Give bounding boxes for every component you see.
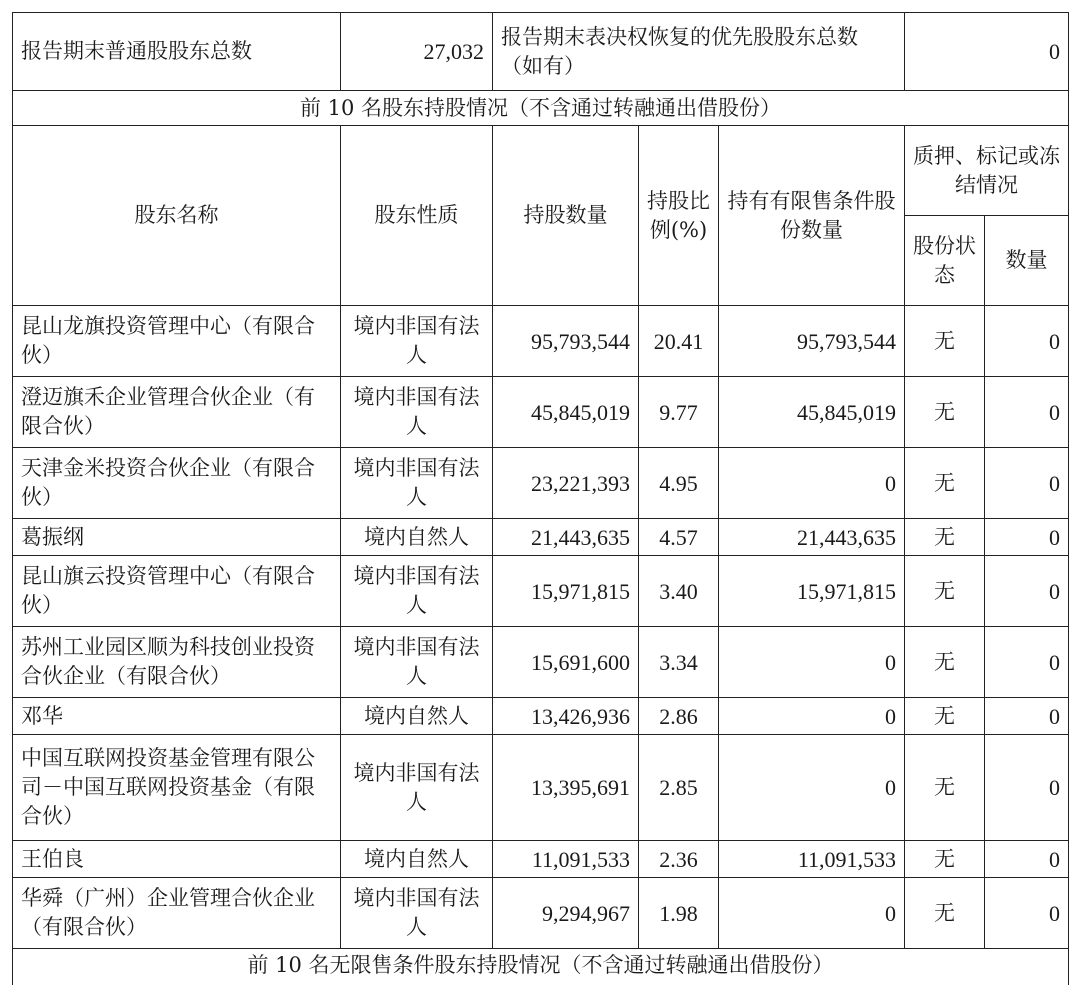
pledge-status: 无	[905, 627, 985, 698]
holder-ratio: 2.36	[639, 841, 719, 878]
section-title-row	[13, 91, 1069, 126]
holder-ratio: 3.34	[639, 627, 719, 698]
holder-restricted: 0	[719, 698, 905, 735]
table-row	[13, 448, 1069, 519]
header-name: 股东名称	[13, 126, 341, 306]
pledge-status: 无	[905, 698, 985, 735]
header-shares: 持股数量	[493, 126, 639, 306]
table-row	[13, 519, 1069, 556]
holder-restricted: 15,971,815	[719, 556, 905, 627]
table-row	[13, 698, 1069, 735]
total-holders-value: 27,032	[341, 13, 493, 91]
holder-name: 天津金米投资合伙企业（有限合伙）	[13, 448, 341, 519]
pledge-status: 无	[905, 306, 985, 377]
pledge-qty: 0	[985, 627, 1069, 698]
holder-shares: 13,395,691	[493, 735, 639, 841]
table-row	[13, 841, 1069, 878]
pledge-qty: 0	[985, 878, 1069, 949]
holder-nature: 境内自然人	[341, 698, 493, 735]
holder-ratio: 4.57	[639, 519, 719, 556]
holder-name: 邓华	[13, 698, 341, 735]
holder-shares: 15,971,815	[493, 556, 639, 627]
holder-ratio: 9.77	[639, 377, 719, 448]
holder-shares: 13,426,936	[493, 698, 639, 735]
holder-restricted: 95,793,544	[719, 306, 905, 377]
table-row	[13, 556, 1069, 627]
holder-ratio: 4.95	[639, 448, 719, 519]
holder-ratio: 1.98	[639, 878, 719, 949]
holder-name: 苏州工业园区顺为科技创业投资合伙企业（有限合伙）	[13, 627, 341, 698]
pledge-status: 无	[905, 519, 985, 556]
holder-restricted: 45,845,019	[719, 377, 905, 448]
header-ratio: 持股比例(%)	[639, 126, 719, 306]
holder-restricted: 21,443,635	[719, 519, 905, 556]
next-section-title-row	[13, 949, 1069, 985]
holder-nature: 境内非国有法人	[341, 627, 493, 698]
pledge-qty: 0	[985, 698, 1069, 735]
holder-shares: 11,091,533	[493, 841, 639, 878]
section-title: 前 10 名股东持股情况（不含通过转融通出借股份）	[13, 91, 1069, 126]
header-pledge-qty: 数量	[985, 216, 1069, 306]
table-row	[13, 878, 1069, 949]
pledge-qty: 0	[985, 306, 1069, 377]
preferred-holders-value: 0	[905, 13, 1069, 91]
pledge-qty: 0	[985, 556, 1069, 627]
holder-name: 中国互联网投资基金管理有限公司－中国互联网投资基金（有限合伙）	[13, 735, 341, 841]
holder-restricted: 0	[719, 448, 905, 519]
header-nature: 股东性质	[341, 126, 493, 306]
pledge-status: 无	[905, 841, 985, 878]
holder-name: 葛振纲	[13, 519, 341, 556]
holder-nature: 境内非国有法人	[341, 448, 493, 519]
holder-shares: 95,793,544	[493, 306, 639, 377]
holder-name: 华舜（广州）企业管理合伙企业（有限合伙）	[13, 878, 341, 949]
pledge-status: 无	[905, 556, 985, 627]
pledge-qty: 0	[985, 735, 1069, 841]
preferred-holders-label: 报告期末表决权恢复的优先股股东总数（如有）	[493, 13, 905, 91]
table-row	[13, 306, 1069, 377]
holder-nature: 境内非国有法人	[341, 878, 493, 949]
holder-nature: 境内自然人	[341, 841, 493, 878]
holder-nature: 境内自然人	[341, 519, 493, 556]
header-restricted: 持有有限售条件股份数量	[719, 126, 905, 306]
holder-shares: 45,845,019	[493, 377, 639, 448]
holder-ratio: 3.40	[639, 556, 719, 627]
holder-shares: 15,691,600	[493, 627, 639, 698]
holder-restricted: 0	[719, 735, 905, 841]
holder-name: 昆山龙旗投资管理中心（有限合伙）	[13, 306, 341, 377]
next-section-title: 前 10 名无限售条件股东持股情况（不含通过转融通出借股份）	[13, 949, 1069, 985]
holder-restricted: 0	[719, 878, 905, 949]
total-holders-label: 报告期末普通股股东总数	[13, 13, 341, 91]
shareholder-table	[12, 12, 1069, 985]
holder-name: 王伯良	[13, 841, 341, 878]
holder-shares: 23,221,393	[493, 448, 639, 519]
holder-nature: 境内非国有法人	[341, 377, 493, 448]
holder-shares: 9,294,967	[493, 878, 639, 949]
pledge-qty: 0	[985, 448, 1069, 519]
pledge-qty: 0	[985, 377, 1069, 448]
pledge-qty: 0	[985, 841, 1069, 878]
holder-shares: 21,443,635	[493, 519, 639, 556]
holder-ratio: 2.85	[639, 735, 719, 841]
holder-nature: 境内非国有法人	[341, 556, 493, 627]
holder-restricted: 0	[719, 627, 905, 698]
header-pledge: 质押、标记或冻结情况	[905, 126, 1069, 216]
header-row-1	[13, 126, 1069, 216]
pledge-qty: 0	[985, 519, 1069, 556]
pledge-status: 无	[905, 377, 985, 448]
table-row	[13, 377, 1069, 448]
holder-name: 昆山旗云投资管理中心（有限合伙）	[13, 556, 341, 627]
pledge-status: 无	[905, 448, 985, 519]
holder-name: 澄迈旗禾企业管理合伙企业（有限合伙）	[13, 377, 341, 448]
holder-nature: 境内非国有法人	[341, 735, 493, 841]
table-row	[13, 627, 1069, 698]
pledge-status: 无	[905, 878, 985, 949]
holder-ratio: 2.86	[639, 698, 719, 735]
summary-row	[13, 13, 1069, 91]
table-row	[13, 735, 1069, 841]
shareholder-table-container	[12, 12, 1068, 985]
pledge-status: 无	[905, 735, 985, 841]
holder-nature: 境内非国有法人	[341, 306, 493, 377]
holder-ratio: 20.41	[639, 306, 719, 377]
holder-restricted: 11,091,533	[719, 841, 905, 878]
header-pledge-status: 股份状态	[905, 216, 985, 306]
